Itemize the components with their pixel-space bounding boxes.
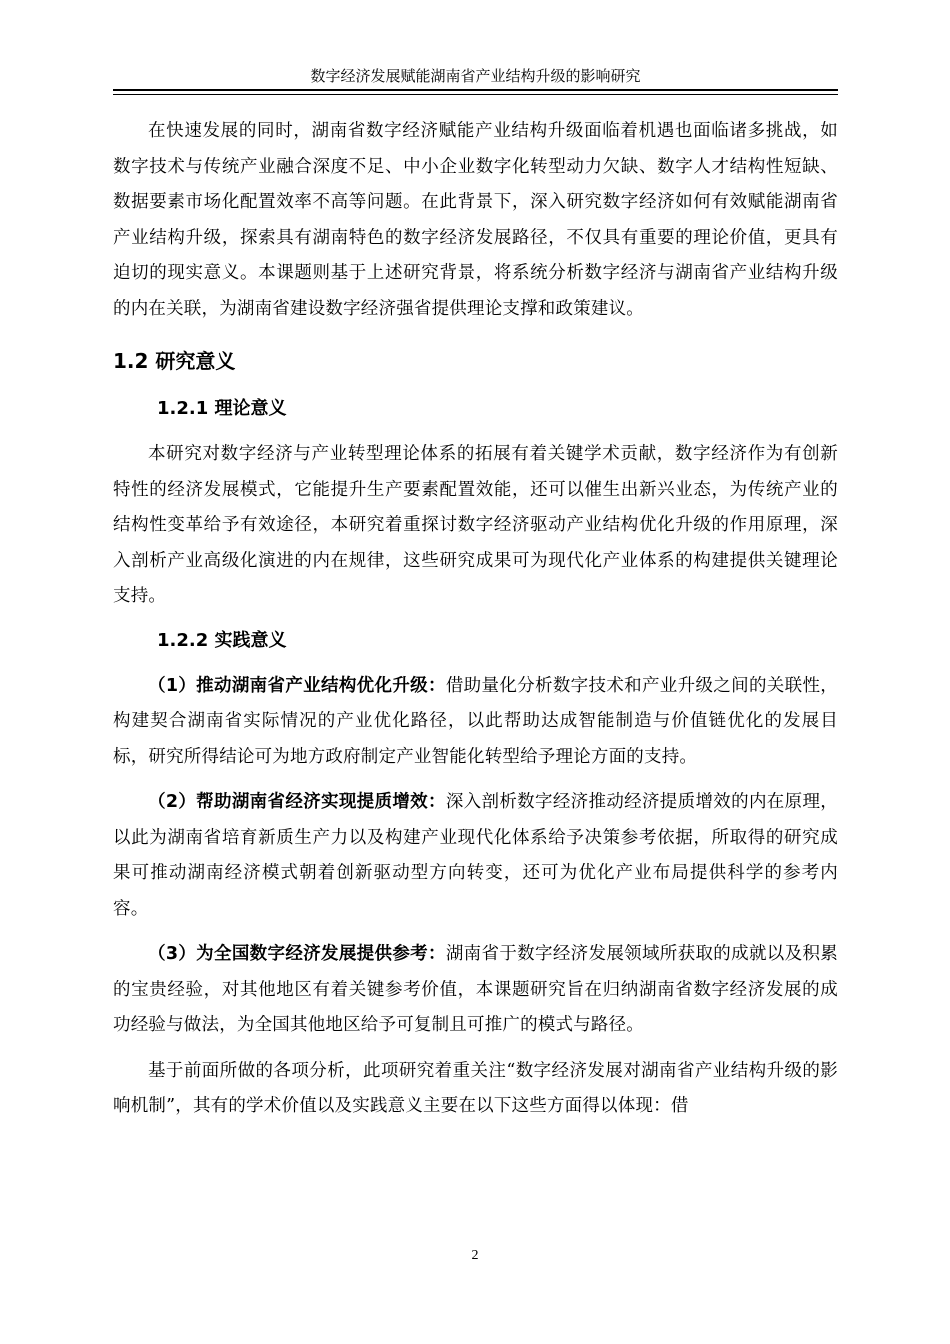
- practice-item-3-text: 湖南省于数字经济发展领域所获取的成就以及积累的宝贵经验，对其他地区有着关键参考价值，本课题研究旨在归纳湖南省数字经济发展的成功经验与做法，为全国其他地区给予可复制且可推广的模式与路径。: [113, 944, 838, 1035]
- practice-item-3-lead: （3）为全国数字经济发展提供参考：: [148, 944, 446, 964]
- body-text: [113, 114, 838, 1125]
- running-header: 数字经济发展赋能湖南省产业结构升级的影响研究: [310, 67, 641, 85]
- practice-item-3: [113, 937, 838, 1044]
- page-number: 2: [471, 1248, 479, 1263]
- intro-paragraph: 在快速发展的同时，湖南省数字经济赋能产业结构升级面临着机遇也面临诸多挑战，如数字技术与传统产业融合深度不足、中小企业数字化转型动力欠缺、数字人才结构性短缺、数据要素市场化配置效率不高等问题。在此背景下，深入研究数字经济如何有效赋能湖南省产业结构升级，探索具有湖南特色的数字经济发展路径，不仅具有重要的理论价值，更具有迫切的现实意义。本课题则基于上述研究背景，将系统分析数字经济与湖南省产业结构升级的内在关联，为湖南省建设数字经济强省提供理论支撑和政策建议。: [113, 121, 838, 319]
- practice-item-1: [113, 669, 838, 776]
- section-heading-1-2: 1.2 研究意义: [113, 349, 236, 373]
- subsection-heading-1-2-2: 1.2.2 实践意义: [157, 629, 287, 651]
- practice-item-2-text: 深入剖析数字经济推动经济提质增效的内在原理，以此为湖南省培育新质生产力以及构建产业现代化体系给予决策参考依据，所取得的研究成果可推动湖南经济模式朝着创新驱动型方向转变，还可为优化产业布局提供科学的参考内容。: [113, 792, 838, 919]
- subsection-heading-1-2-1: 1.2.1 理论意义: [157, 398, 287, 419]
- closing-paragraph: 基于前面所做的各项分析，此项研究着重关注“数字经济发展对湖南省产业结构升级的影响机制”，其有的学术价值以及实践意义主要在以下这些方面得以体现：借: [113, 1060, 838, 1116]
- header-rule-thin: [113, 94, 838, 95]
- practice-item-2: [113, 785, 838, 927]
- practice-item-2-lead: （2）帮助湖南省经济实现提质增效：: [148, 792, 446, 812]
- theory-paragraph: 本研究对数字经济与产业转型理论体系的拓展有着关键学术贡献，数字经济作为有创新特性的经济发展模式，它能提升生产要素配置效能，还可以催生出新兴业态，为传统产业的结构性变革给予有效途径，本研究着重探讨数字经济驱动产业结构优化升级的作用原理，深入剖析产业高级化演进的内在规律，这些研究成果可为现代化产业体系的构建提供关键理论支持。: [113, 444, 838, 606]
- practice-item-1-text: 借助量化分析数字技术和产业升级之间的关联性，构建契合湖南省实际情况的产业优化路径，以此帮助达成智能制造与价值链优化的发展目标，研究所得结论可为地方政府制定产业智能化转型给予理论方面的支持。: [113, 675, 838, 767]
- header-rule-thick: [113, 89, 838, 91]
- practice-item-1-lead: （1）推动湖南省产业结构优化升级：: [148, 675, 446, 696]
